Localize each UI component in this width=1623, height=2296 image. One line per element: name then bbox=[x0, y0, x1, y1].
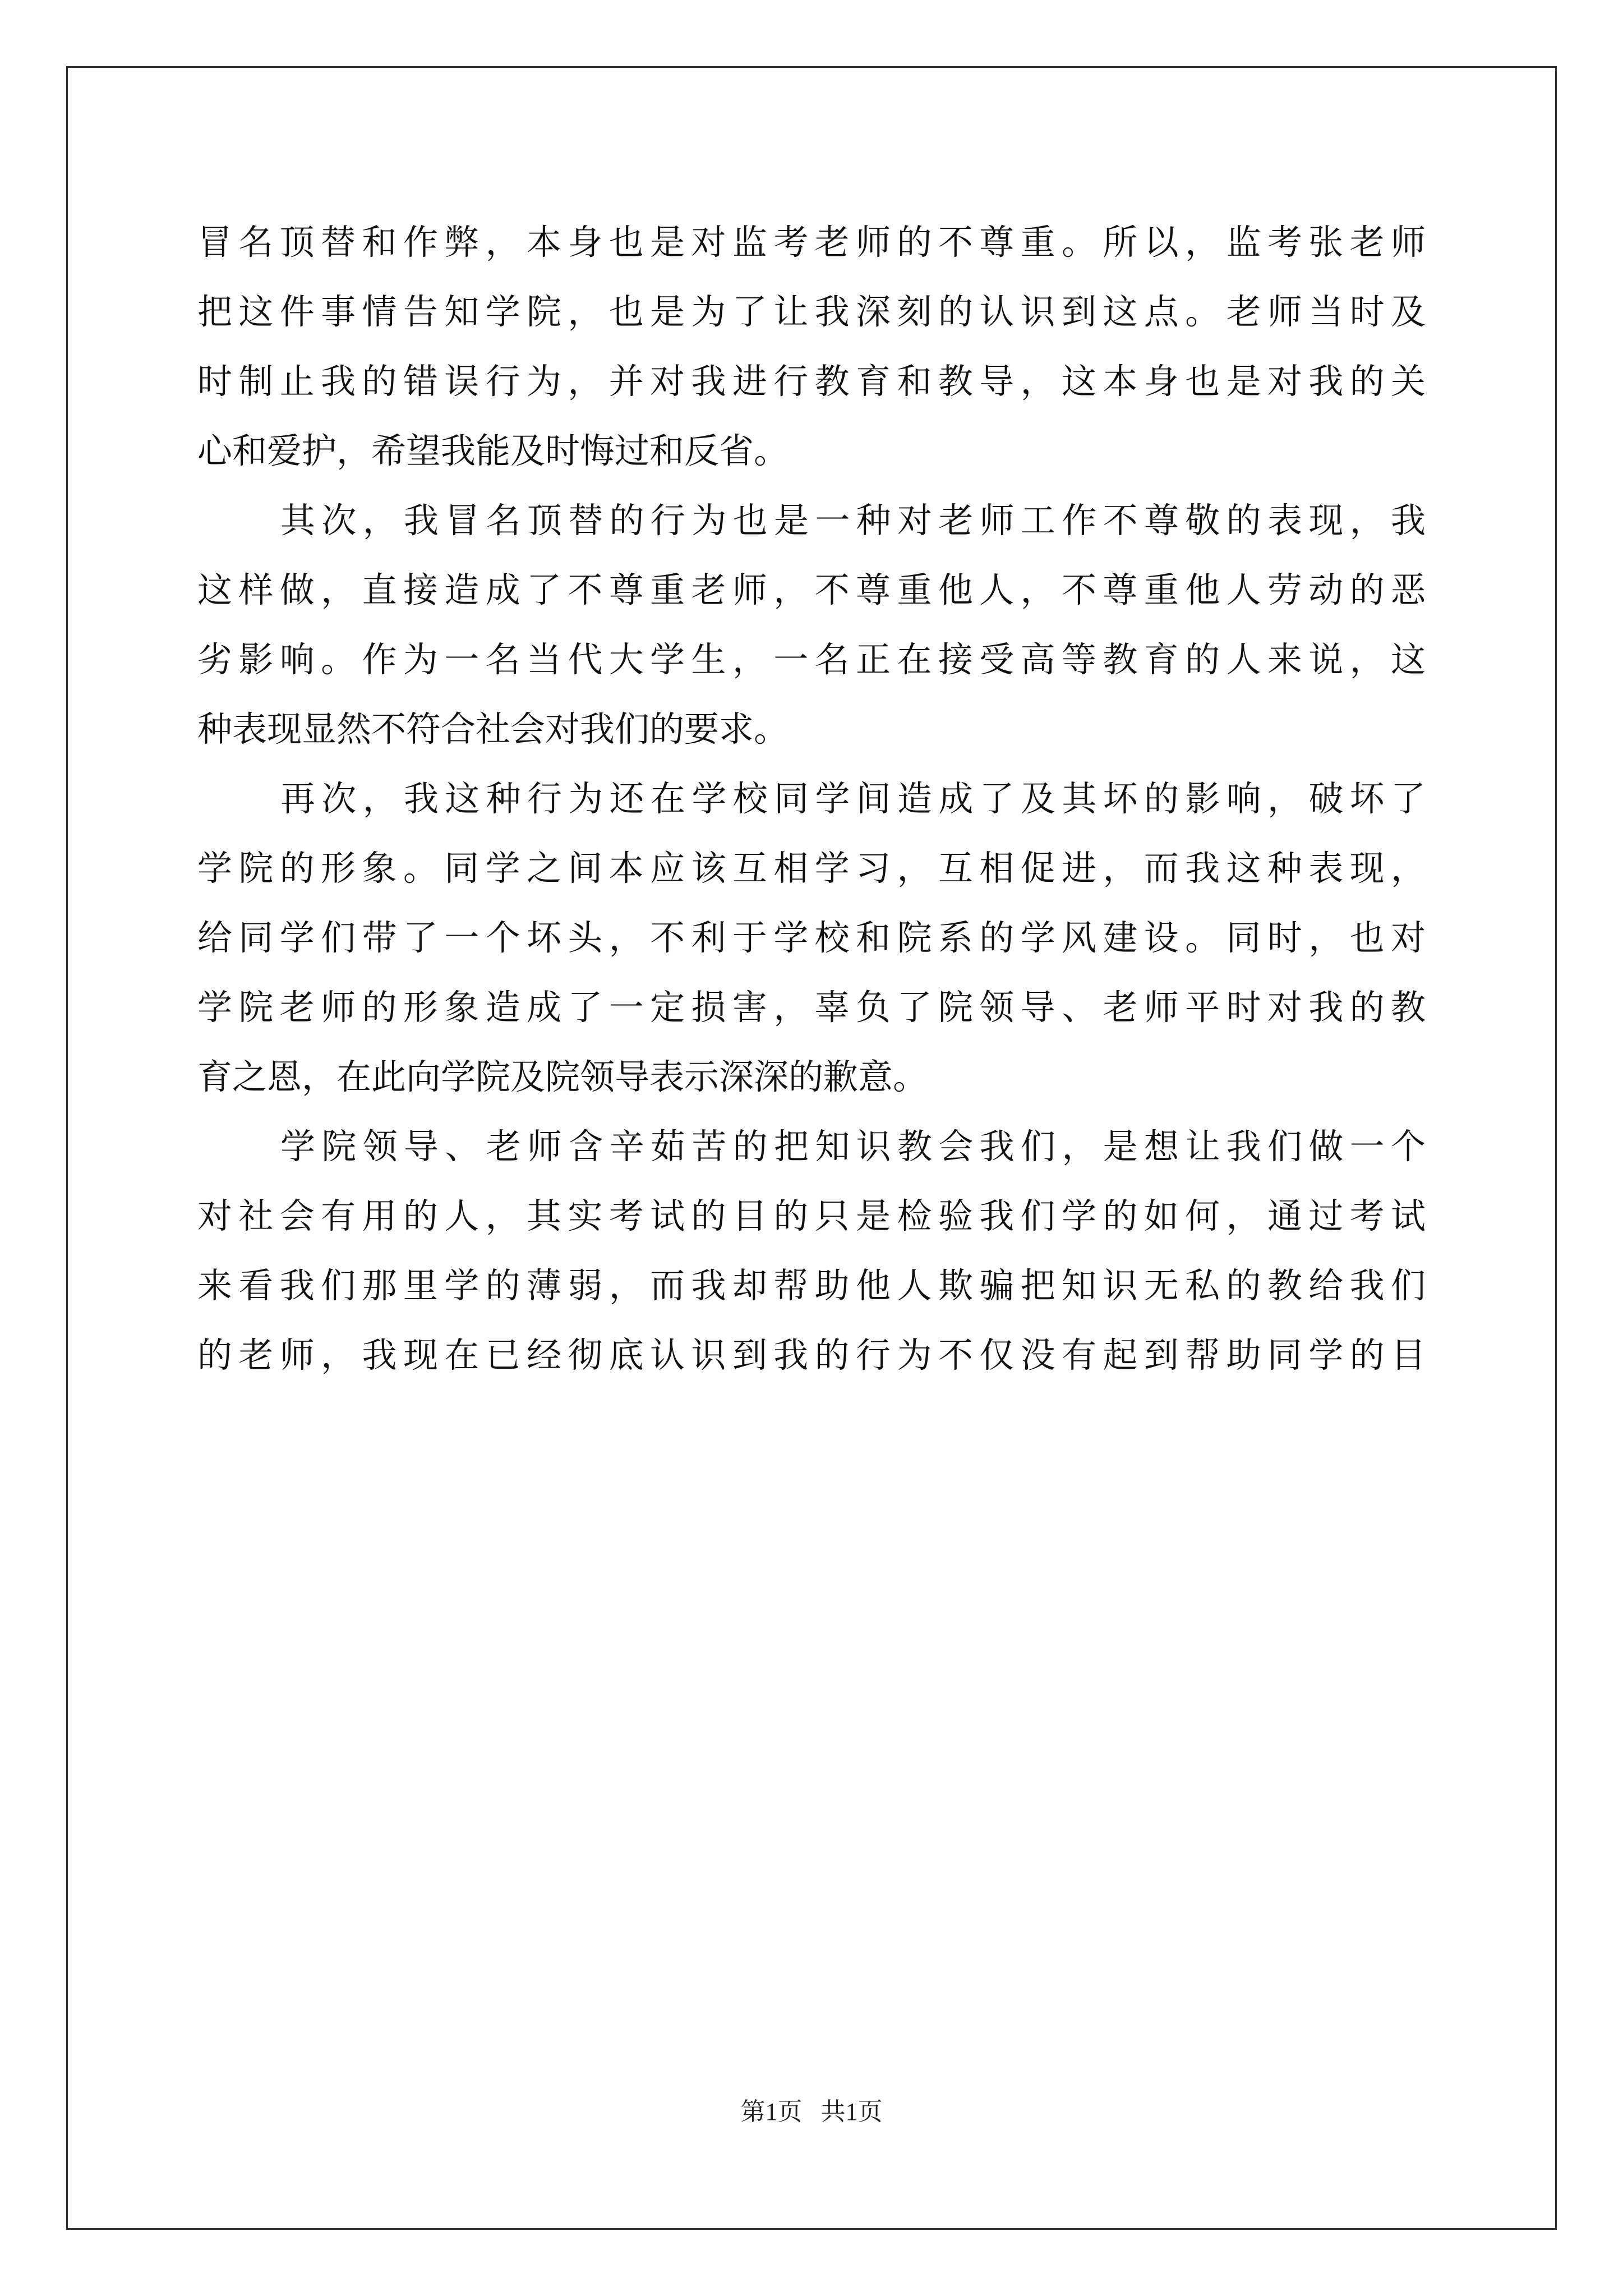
text-line: 学院领导、老师含辛茹苦的把知识教会我们，是想让我们做一个 bbox=[280, 1126, 1426, 1167]
page-footer bbox=[0, 2091, 1623, 2127]
text-line: 时制止我的错误行为，并对我进行教育和教导，这本身也是对我的关 bbox=[197, 361, 1426, 402]
text-line: 心和爱护，希望我能及时悔过和反省。 bbox=[197, 430, 789, 471]
total-pages: 共1页 bbox=[820, 2098, 883, 2125]
text-line: 种表现显然不符合社会对我们的要求。 bbox=[197, 708, 789, 749]
text-line: 育之恩，在此向学院及院领导表示深深的歉意。 bbox=[197, 1056, 928, 1097]
text-line: 这样做，直接造成了不尊重老师，不尊重他人，不尊重他人劳动的恶 bbox=[197, 569, 1426, 610]
text-line: 再次，我这种行为还在学校同学间造成了及其坏的影响，破坏了 bbox=[280, 778, 1426, 819]
page-number: 第1页 bbox=[740, 2098, 803, 2125]
text-line: 给同学们带了一个坏头，不利于学校和院系的学风建设。同时，也对 bbox=[197, 917, 1426, 958]
text-line: 来看我们那里学的薄弱，而我却帮助他人欺骗把知识无私的教给我们 bbox=[197, 1265, 1426, 1306]
text-line: 其次，我冒名顶替的行为也是一种对老师工作不尊敬的表现，我 bbox=[280, 500, 1426, 541]
footer-gap bbox=[803, 2098, 821, 2125]
text-line: 学院老师的形象造成了一定损害，辜负了院领导、老师平时对我的教 bbox=[197, 987, 1426, 1028]
text-line: 冒名顶替和作弊，本身也是对监考老师的不尊重。所以，监考张老师 bbox=[197, 222, 1426, 263]
text-line: 劣影响。作为一名当代大学生，一名正在接受高等教育的人来说，这 bbox=[197, 639, 1426, 680]
text-line: 的老师，我现在已经彻底认识到我的行为不仅没有起到帮助同学的目 bbox=[197, 1335, 1426, 1375]
text-line: 对社会有用的人，其实考试的目的只是检验我们学的如何，通过考试 bbox=[197, 1195, 1426, 1236]
text-line: 把这件事情告知学院，也是为了让我深刻的认识到这点。老师当时及 bbox=[197, 291, 1426, 332]
text-line: 学院的形象。同学之间本应该互相学习，互相促进，而我这种表现， bbox=[197, 848, 1426, 889]
